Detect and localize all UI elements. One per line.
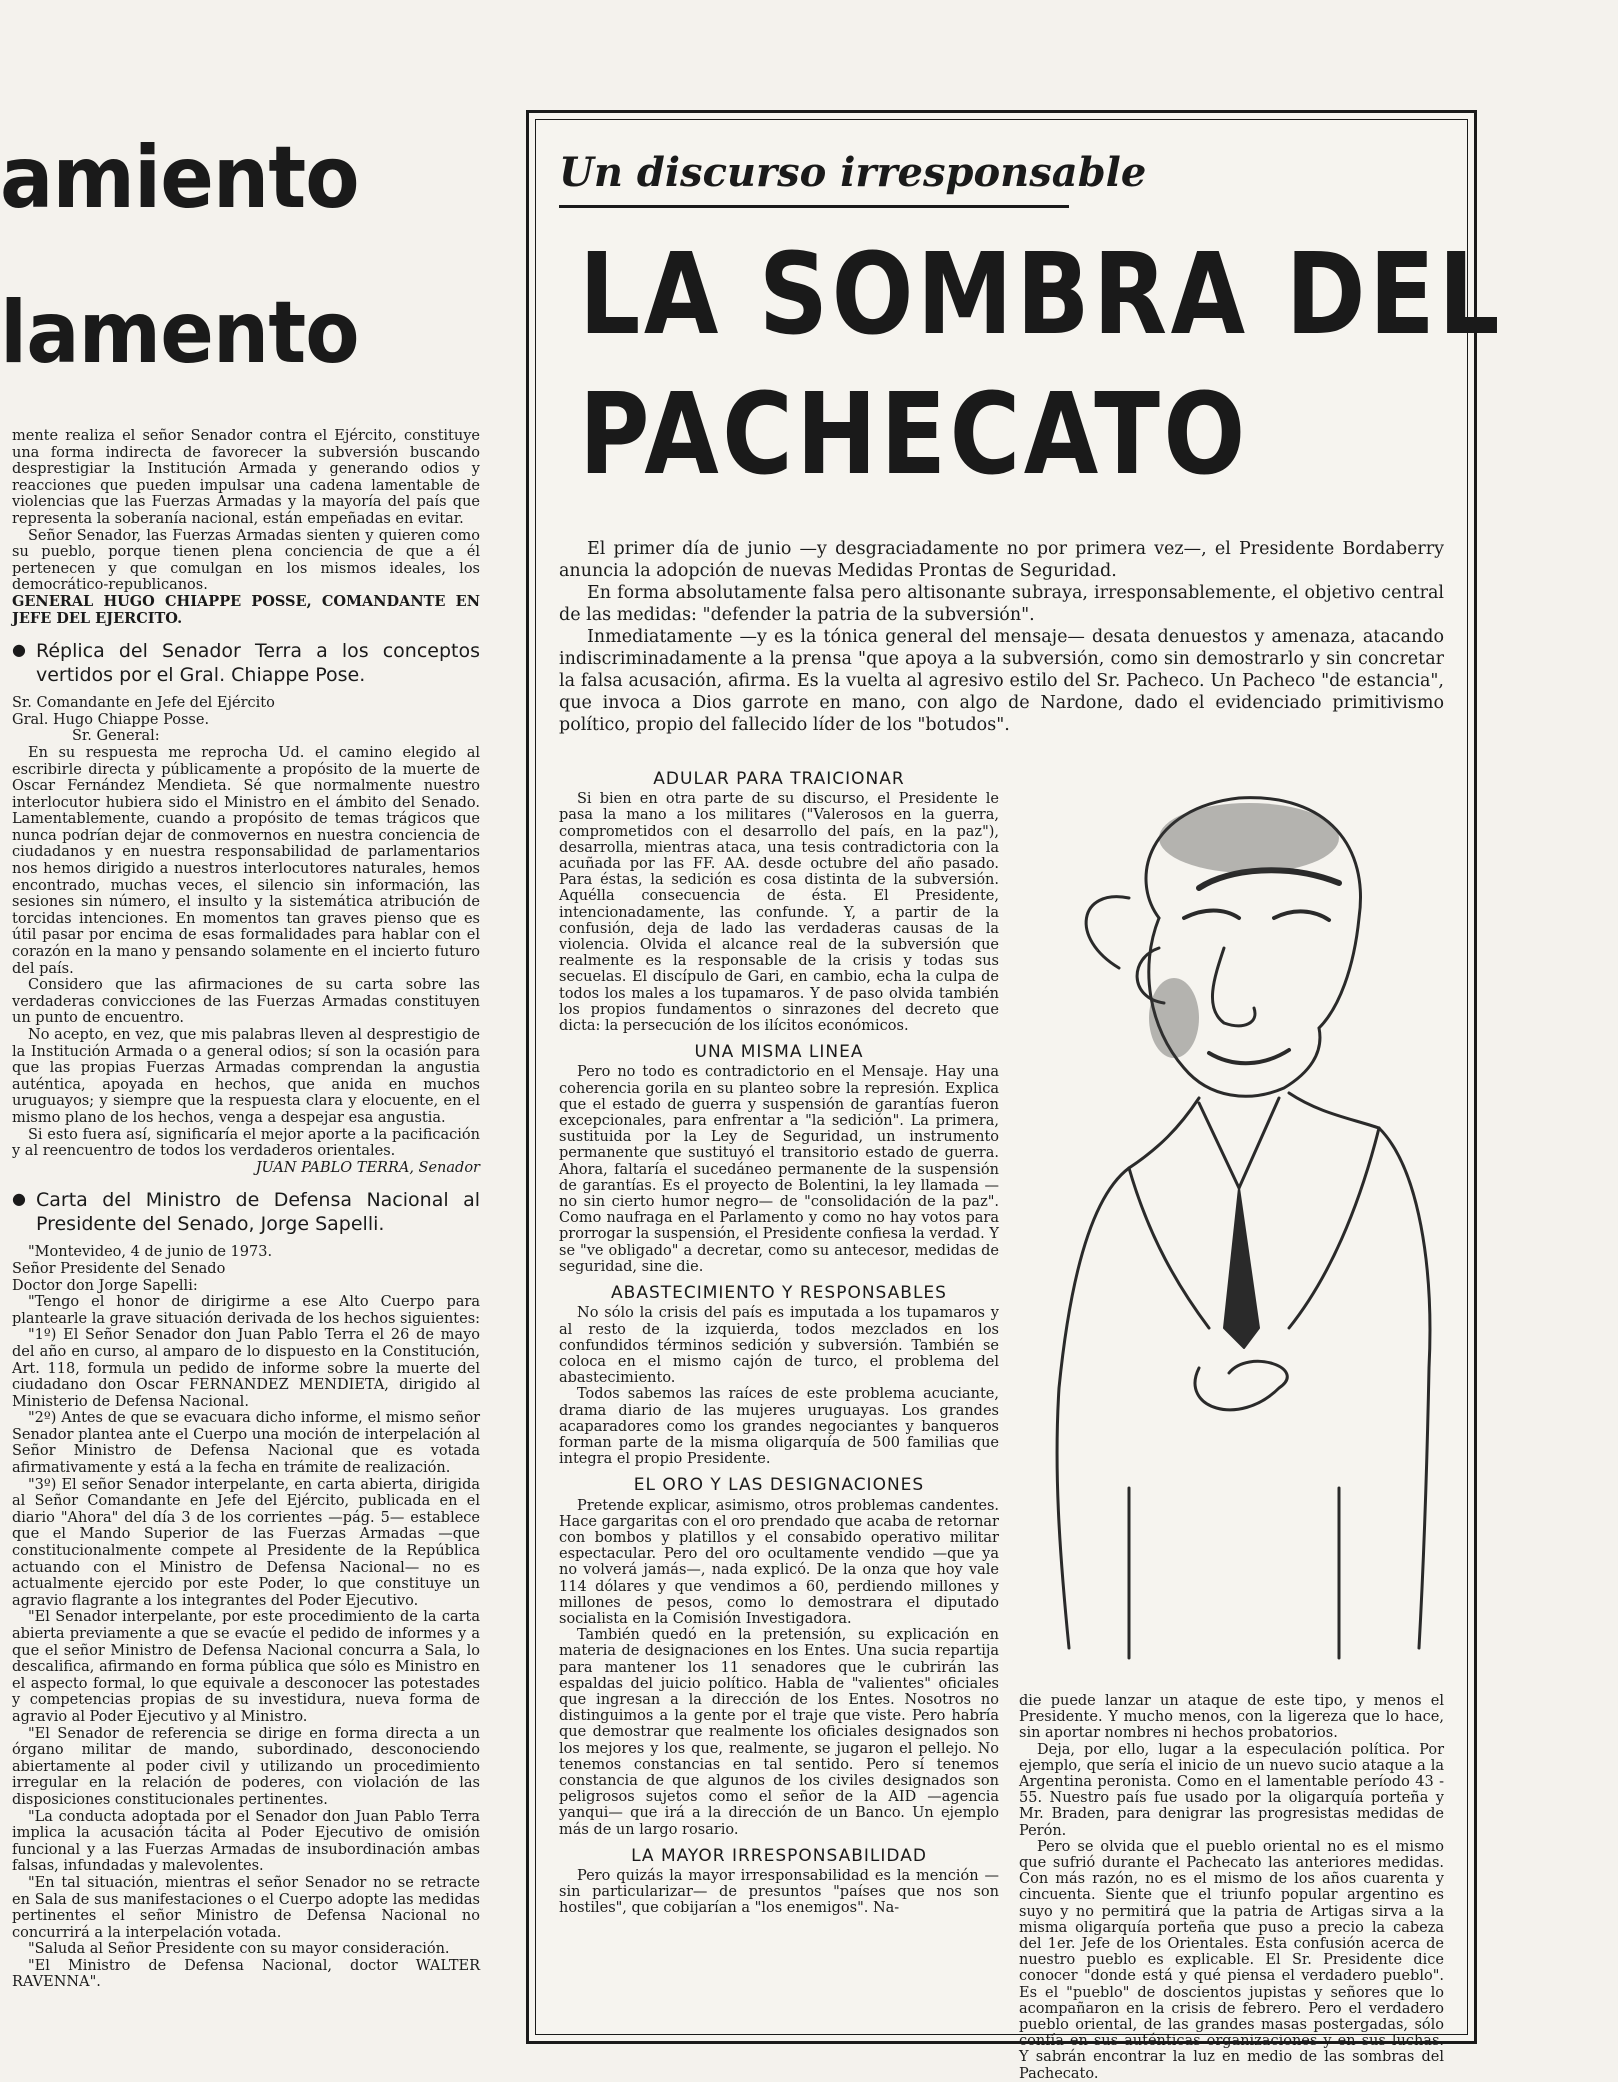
left-article-body (12, 428, 480, 1991)
paragraph: "Montevideo, 4 de junio de 1973. (28, 1244, 273, 1261)
paragraph: Todos sabemos las raíces de este problema acuciante, drama diario de las mujeres uruguayas. Los grandes acaparadores como los grandes negociantes y banqueros forman parte de la misma oligarquía de 500 familias que integra el propio Presidente. (559, 1386, 999, 1468)
paragraph: "La conducta adoptada por el Senador don Juan Pablo Terra implica la acusación tácita al Poder Ejecutivo de omisión funcional y a las Fuerzas Armadas de insubordinación ambas falsas, infundadas y malevolentes. (12, 1808, 480, 1875)
paragraph: Deja, por ello, lugar a la especulación política. Por ejemplo, que sería el inicio de un nuevo sucio ataque a la Argentina peronista. Como en el lamentable período 43 - 55. Nuestro país fue usado por la oligarquía porteña y Mr. Braden, para denigrar las progresistas medidas de Perón. (1019, 1741, 1444, 1839)
paragraph: Pretende explicar, asimismo, otros problemas candentes. Hace gargaritas con el oro prendado que acaba de retornar con bombos y platillos y el consabido operativo militar espectacular. Pero del oro ocultamente vendido —que ya no volverá jamás—, nada explicó. De la onza que hoy vale 114 dólares y que vendimos a 60, perdiendo millones y millones de pesos, como lo demostrara el diputado socialista en la Comisión Investigadora. (559, 1497, 999, 1627)
section-heading: EL ORO Y LAS DESIGNACIONES (633, 1475, 925, 1496)
article-intro (559, 538, 1444, 736)
address-line: Gral. Hugo Chiappe Posse. (12, 711, 210, 728)
paragraph: Pero no todo es contradictorio en el Mensaje. Hay una coherencia gorila en su planteo sobre la represión. Explica que el estado de guerra y suspensión de garantías fueron excepcionales, para enfrentar a "la sedición". La primera, sustituida por la Ley de Seguridad, un instrumento permanente que sustituyó el transitorio estado de guerra. Ahora, faltaría el sucedáneo permanente de la suspensión de garantías. Es el proyecto de Bolentini, la ley llamada —no sin cierto humor negro— de "consolidación de la paz". Como naufraga en el Parlamento y como no hay votos para prorrogar la suspensión, el Presidente confiesa la verdad. Y se "ve obligado" a decretar, como su antecesor, medidas de seguridad, sine die. (559, 1064, 999, 1275)
paragraph: "Tengo el honor de dirigirme a ese Alto Cuerpo para plantearle la grave situación derivada de los hechos siguientes: (12, 1294, 481, 1327)
paragraph: Considero que las afirmaciones de su carta sobre las verdaderas convicciones de las Fuerzas Armadas constituyen un punto de encuentro. (12, 977, 480, 1027)
signature-terra: JUAN PABLO TERRA, Senador (255, 1159, 480, 1176)
article-kicker: Un discurso irresponsable (559, 149, 1147, 196)
paragraph: Pero se olvida que el pueblo oriental no es el mismo que sufrió durante el Pachecato las anteriores medidas. Con más razón, no es el mismo de los años cuarenta y cincuenta. Siente que el triunfo popular argentino es suyo y no permitirá que la patria de Artigas sirva a la misma oligarquía porteña que puso a precio la cabeza del 1er. Jefe de los Orientales. Esta confusión acerca de nuestro pueblo es explicable. El Sr. Presidente dice conocer "donde está y qué piensa el verdadero pueblo". Es el "pueblo" de doscientos jupistas y señores que lo acompañaron en la crisis de febrero. Pero el verdadero pueblo oriental, de las grandes masas postergadas, sólo confía en sus auténticas organizaciones y en sus luchas. Y sabrán encontrar la luz en medio de las sombras del Pachecato. (1019, 1838, 1444, 2082)
article-title-line-1: LA SOMBRA DEL (579, 230, 1504, 360)
address-line: Doctor don Jorge Sapelli: (12, 1277, 198, 1294)
paragraph: Si esto fuera así, significaría el mejor aporte a la pacificación y al reencuentro de todos los verdaderos orientales. (12, 1126, 480, 1160)
bullet-icon: ● (12, 640, 26, 660)
subheading-carta: ● Carta del Ministro de Defensa Nacional al Presidente del Senado, Jorge Sapelli. (12, 1189, 480, 1236)
paragraph: Señor Senador, las Fuerzas Armadas sienten y quieren como su pueblo, porque tienen plena conciencia de que a él pertenecen y que comulgan en los mismos ideales, los democrático-republicanos. (12, 527, 480, 594)
subheading-replica: ● Réplica del Senador Terra a los conceptos vertidos por el Gral. Chiappe Pose. (12, 640, 480, 687)
paragraph: "El Senador interpelante, por este procedimiento de la carta abierta previamente a que se evacúe el pedido de informes y a que el señor Ministro de Defensa Nacional concurra a Sala, lo descalifica, afirmando en forma pública que sólo es Ministro en el aspecto formal, lo que equivale a desconocer las potestades y competencias propias de su investidura, nueva forma de agravio al Poder Ejecutivo y al Ministro. (12, 1609, 480, 1725)
left-headline-line-2: lamento (0, 283, 359, 383)
paragraph: Pero quizás la mayor irresponsabilidad es la mención —sin particularizar— de presuntos "países que nos son hostiles", que cobijarían a "los enemigos". Na- (559, 1868, 999, 1917)
section-heading: ABASTECIMIENTO Y RESPONSABLES (611, 1283, 947, 1304)
paragraph: "3º) El señor Senador interpelante, en carta abierta, dirigida al Señor Comandante en Jefe del Ejército, publicada en el diario "Ahora" del día 3 de los corrientes —pág. 5— establece que el Mando Superior de las Fuerzas Armadas —que constitucionalmente compete al Presidente de la República actuando con el Ministro de Defensa Nacional— no es actualmente ejercido por este Poder, lo que constituye un agravio flagrante a los integrantes del Poder Ejecutivo. (12, 1476, 480, 1609)
paragraph: No sólo la crisis del país es imputada a los tupamaros y al resto de la izquierda, todos mezclados en los confundidos términos sedición y subversión. También se coloca en el mismo cajón de turco, el problema del abastecimiento. (559, 1305, 999, 1387)
address-line: Sr. General: (72, 728, 160, 745)
section-heading: UNA MISMA LINEA (694, 1042, 864, 1063)
paragraph: "2º) Antes de que se evacuara dicho informe, el mismo señor Senador plantea ante el Cuerpo una moción de interpelación al Señor Ministro de Defensa Nacional que es votada afirmativamente y está a la fecha en trámite de realización. (12, 1410, 480, 1477)
paragraph: mente realiza el señor Senador contra el Ejército, constituye una forma indirecta de favorecer la subversión buscando desprestigiar la Institución Armada y generando odios y reacciones que pueden impulsar una cadena lamentable de violencias que las Fuerzas Armadas y la mayoría del país que representa la soberanía nacional, están empeñadas en evitar. (12, 428, 480, 527)
paragraph: "El Ministro de Defensa Nacional, doctor WALTER RAVENNA". (12, 1957, 480, 1991)
kicker-underline (559, 205, 1069, 208)
caricature-illustration (1009, 768, 1449, 1678)
signature-general: GENERAL HUGO CHIAPPE POSSE, COMANDANTE EN JEFE DEL EJERCITO. (12, 592, 480, 627)
address-line: Sr. Comandante en Jefe del Ejército (12, 695, 275, 712)
paragraph: "1º) El Señor Senador don Juan Pablo Terra el 26 de mayo del año en curso, al amparo de lo dispuesto en la Constitución, Art. 118, formula un pedido de informe sobre la muerte del ciudadano don Oscar FERNANDEZ MENDIETA, dirigido al Ministerio de Defensa Nacional. (12, 1327, 480, 1410)
paragraph: En su respuesta me reprocha Ud. el camino elegido al escribirle directa y públicamente a propósito de la muerte de Oscar Fernández Mendieta. Sé que normalmente nuestro interlocutor hubiera sido el Ministro en el ámbito del Senado. Lamentablemente, cuando a propósito de temas trágicos que nunca podrían dejar de conmovernos en nuestra conciencia de ciudadanos y en nuestra responsabilidad de parlamentarios nos hemos dirigido a nuestros interlocutores naturales, hemos encontrado, muchas veces, el silencio sin información, las sesiones sin número, el insulto y la sistemática atribución de torcidas intenciones. En momentos tan graves pienso que es útil pasar por encima de esas formalidades para hablar con el corazón en la mano y pensando solamente en el incierto futuro del país. (12, 744, 480, 977)
section-heading: ADULAR PARA TRAICIONAR (653, 769, 905, 789)
paragraph: "En tal situación, mientras el señor Senador no se retracte en Sala de sus manifestaciones o el Cuerpo adopte las medidas pertinentes el señor Ministro de Defensa Nacional no concurrirá a la interpelación votada. (12, 1874, 480, 1941)
intro-paragraph: Inmediatamente —y es la tónica general del mensaje— desata denuestos y amenaza, atacando indiscriminadamente a la prensa "que apoya a la subversión, como sin demostrarlo y sin concretar la falsa acusación, afirma. Es la vuelta al agresivo estilo del Sr. Pacheco. Un Pacheco "de estancia", que invoca a Dios garrote en mano, con algo de Nardone, dado el evidenciado primitivismo político, propio del fallecido líder de los "botudos". (559, 627, 1444, 735)
section-heading: LA MAYOR IRRESPONSABILIDAD (631, 1845, 927, 1866)
paragraph: También quedó en la pretensión, su explicación en materia de designaciones en los Entes. Una sucia repartija para mantener los 11 senadores que le cubrirán las espaldas del juicio político. Habla de "valientes" oficiales que ingresan a la dirección de los Entes. Nosotros no distinguimos a la gente por el traje que viste. Pero habría que demostrar que realmente los oficiales designados son los mejores y los que, realmente, se jugaron el pellejo. No tenemos constancias en tal sentido. Pero sí tenemos constancia de que algunos de los civiles designados son peligrosos sujetos como el señor de la AID —agencia yanqui— que irá a la dirección de un Banco. Un ejemplo más de un largo rosario. (559, 1627, 999, 1838)
paragraph: "Saluda al Señor Presidente con su mayor consideración. (28, 1941, 450, 1958)
paragraph: No acepto, en vez, que mis palabras lleven al desprestigio de la Institución Armada o a general odios; sí son la ocasión para que las propias Fuerzas Armadas comprendan la angustia auténtica, apoyada en hechos, que anida en muchos uruguayos; y siempre que la respuesta clara y elocuente, en el mismo plano de los hechos, venga a despejar esa angustia. (12, 1027, 480, 1126)
intro-paragraph: En forma absolutamente falsa pero altisonante subraya, irresponsablemente, el objetivo central de las medidas: "defender la patria de la subversión". (559, 583, 1444, 625)
left-headline-line-1: amiento (0, 128, 359, 228)
address-line: Señor Presidente del Senado (12, 1260, 226, 1277)
bullet-icon: ● (12, 1189, 26, 1209)
intro-paragraph: El primer día de junio —y desgraciadamente no por primera vez—, el Presidente Bordaberry anuncia la adopción de nuevas Medidas Prontas de Seguridad. (559, 539, 1444, 581)
article-column-right (1019, 1693, 1444, 2082)
article-column-left (559, 765, 999, 1917)
boxed-article (526, 110, 1504, 2082)
paragraph: die puede lanzar un ataque de este tipo, y menos el Presidente. Y mucho menos, con la ligereza que lo hace, sin aportar nombres ni hechos probatorios. (1019, 1693, 1444, 1742)
paragraph: Si bien en otra parte de su discurso, el Presidente le pasa la mano a los militares ("Valerosos en la guerra, comprometidos con el desarrollo del país, en la paz"), desarrolla, mientras ataca, una tesis contradictoria con la acuñada por las FF. AA. desde octubre del año pasado. Para éstas, la sedición es cosa distinta de la subversión. Aquélla consecuencia de ésta. El Presidente, intencionadamente, las confunde. Y, a partir de la confusión, deja de lado las verdaderas causas de la violencia. Olvida el alcance real de la subversión que realmente es la responsable de la crisis y todas sus secuelas. El discípulo de Gari, en cambio, echa la culpa de todos los males a los tupamaros. Y de paso olvida también los propios fundamentos o sinrazones del decreto que dicta: la persecución de los ilícitos económicos. (559, 791, 999, 1035)
paragraph: "El Senador de referencia se dirige en forma directa a un órgano militar de mando, subordinado, desconociendo abiertamente al poder civil y utilizando un procedimiento irregular en la relación de poderes, con violación de las disposiciones constitucionales pertinentes. (12, 1725, 480, 1808)
article-title-line-2: PACHECATO (579, 370, 1249, 500)
